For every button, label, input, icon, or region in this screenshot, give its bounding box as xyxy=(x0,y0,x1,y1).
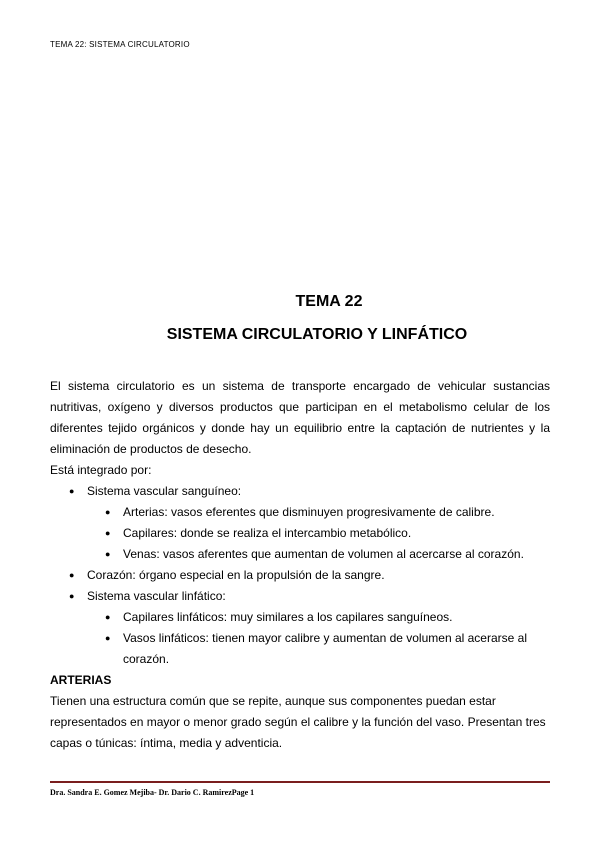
sublist-item-label: Vasos linfáticos: tienen mayor calibre y aumentan de volumen al acerarse al corazón. xyxy=(123,631,527,666)
sublist-item xyxy=(50,607,550,628)
bullet-icon: ● xyxy=(105,633,111,643)
page-title: TEMA 22 xyxy=(295,293,363,310)
integrated-by-line: Está integrado por: xyxy=(50,463,152,477)
sublist xyxy=(50,607,550,670)
list-item xyxy=(50,481,550,565)
sublist-item-label: Capilares linfáticos: muy similares a los capilares sanguíneos. xyxy=(123,610,453,624)
sublist xyxy=(50,502,550,565)
running-header: TEMA 22: SISTEMA CIRCULATORIO xyxy=(50,40,190,49)
sublist-item-label: Arterias: vasos eferentes que disminuyen progresivamente de calibre. xyxy=(123,505,495,519)
sublist-item xyxy=(50,523,550,544)
footer-divider xyxy=(50,781,550,783)
sublist-item xyxy=(50,544,550,565)
bullet-icon: ● xyxy=(105,528,111,538)
section-paragraph: Tienen una estructura común que se repite, aunque sus componentes puedan estar representados en mayor o menor grado según el calibre y la función del vaso. Presentan tres capas o túnicas: íntima, media y adventicia. xyxy=(50,694,546,750)
bullet-icon: ● xyxy=(105,549,111,559)
sublist-item-label: Capilares: donde se realiza el intercambio metabólico. xyxy=(123,526,412,540)
list-item xyxy=(50,586,550,670)
bullet-icon: ● xyxy=(105,612,111,622)
title-block xyxy=(0,293,600,344)
components-list xyxy=(50,481,550,670)
document-body xyxy=(50,376,550,754)
list-item xyxy=(50,565,550,586)
list-item-label: Corazón: órgano especial en la propulsión de la sangre. xyxy=(87,568,385,582)
sublist-item xyxy=(50,628,550,670)
bullet-icon: ● xyxy=(69,591,75,601)
sublist-item-label: Venas: vasos aferentes que aumentan de volumen al acercarse al corazón. xyxy=(123,547,524,561)
page-footer: Dra. Sandra E. Gomez Mejiba- Dr. Dario C. RamirezPage 1 xyxy=(50,788,255,797)
list-item-label: Sistema vascular sanguíneo: xyxy=(87,484,242,498)
sublist-item xyxy=(50,502,550,523)
page-subtitle: SISTEMA CIRCULATORIO Y LINFÁTICO xyxy=(166,326,468,343)
bullet-icon: ● xyxy=(69,570,75,580)
list-item-label: Sistema vascular linfático: xyxy=(87,589,226,603)
bullet-icon: ● xyxy=(69,486,75,496)
intro-paragraph: El sistema circulatorio es un sistema de transporte encargado de vehicular sustancias nutritivas, oxígeno y diversos productos que participan en el metabolismo celular de los diferentes tejido orgánicos y donde hay un equilibrio entre la captación de nutrientes y la eliminación de productos de desecho. xyxy=(50,379,550,456)
bullet-icon: ● xyxy=(105,507,111,517)
section-heading: ARTERIAS xyxy=(50,673,112,687)
